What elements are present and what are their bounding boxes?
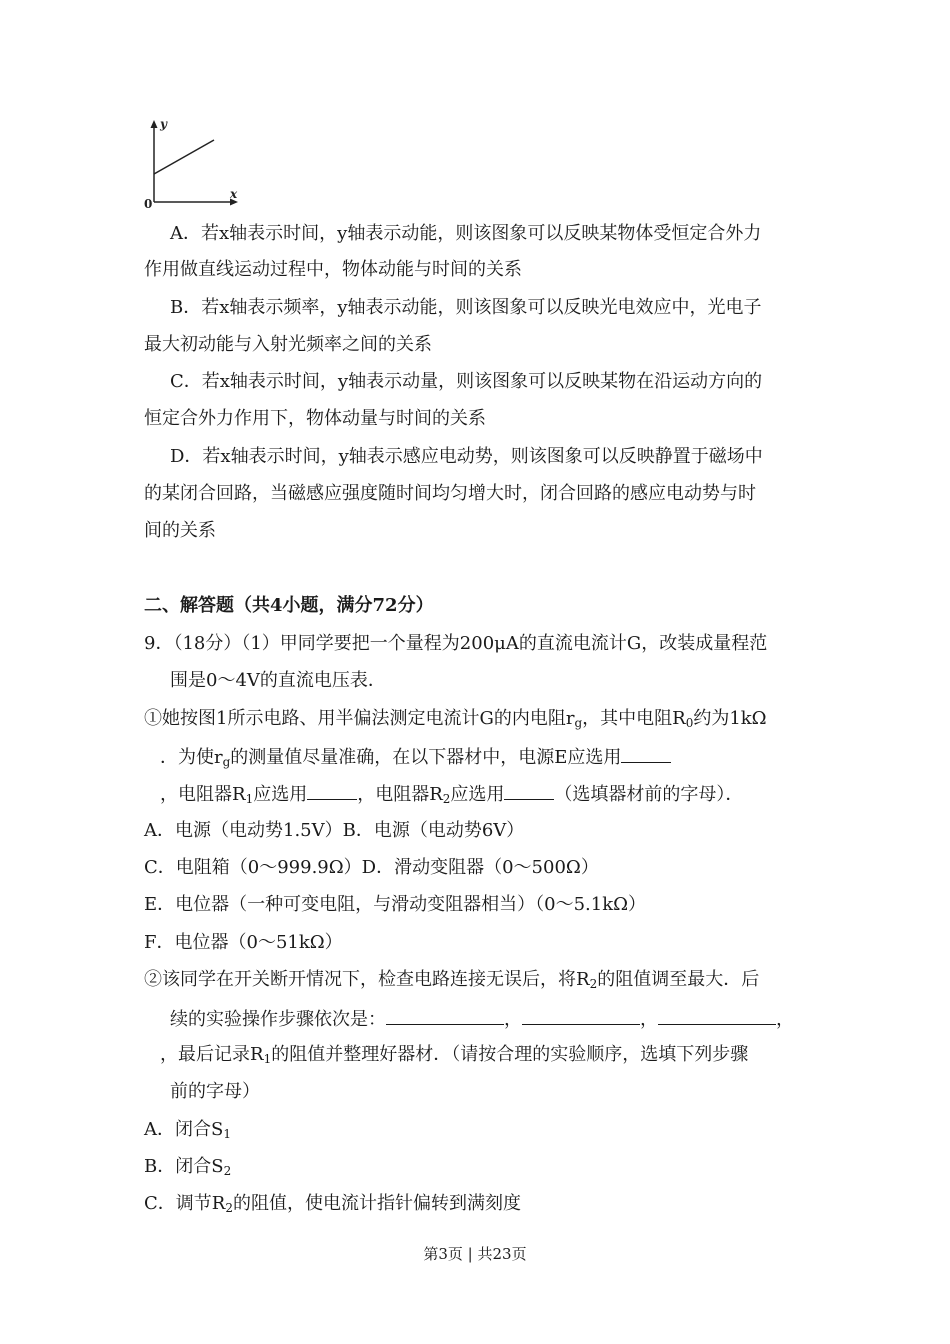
- subscript-1: 1: [223, 1127, 231, 1141]
- subscript-g: g: [574, 716, 583, 730]
- answer-blank-r2[interactable]: [504, 781, 554, 800]
- subscript-2: 2: [589, 977, 598, 991]
- page-footer: 第3页 | 共23页: [423, 1245, 527, 1263]
- text-segment: B．闭合S: [144, 1156, 224, 1177]
- text-segment: （选填器材前的字母）．: [554, 784, 744, 805]
- section-title: 二、解答题（共4小题，满分72分）: [144, 595, 434, 616]
- option-d-line-2: 的某闭合回路，当磁感应强度随时间均匀增大时，闭合回路的感应电动势与时: [144, 483, 756, 504]
- text-segment: ，电阻器R: [357, 784, 443, 805]
- option-b-line-2: 最大初动能与入射光频率之间的关系: [144, 334, 432, 355]
- text-segment: C．调节R: [144, 1193, 226, 1214]
- option-a-line-1: A．若x轴表示时间，y轴表示动能，则该图象可以反映某物体受恒定合外力: [170, 223, 762, 244]
- answer-blank-power-source[interactable]: [621, 744, 671, 763]
- answer-blank-step-1[interactable]: [386, 1006, 504, 1025]
- option-d-line-3: 间的关系: [144, 520, 216, 541]
- text-segment: 的阻值并整理好器材．（请按合理的实验顺序，选填下列步骤: [271, 1044, 749, 1065]
- comma: ，: [640, 1009, 658, 1030]
- equipment-line-3: E．电位器（一种可变电阻，与滑动变阻器相当）（0～5.1kΩ）: [144, 894, 647, 915]
- q9-line-2: 围是0～4V的直流电压表．: [170, 670, 386, 691]
- q9-line-1: 9．（18分）（1）甲同学要把一个量程为200μA的直流电流计G，改装成量程范: [144, 633, 768, 654]
- text-segment: ②该同学在开关断开情况下，检查电路连接无误后，将R: [144, 969, 590, 990]
- text-segment: 的阻值调至最大．后: [597, 969, 760, 990]
- option-b-line-1: B．若x轴表示频率，y轴表示动能，则该图象可以反映光电效应中，光电子: [170, 297, 762, 318]
- y-axis-label: y: [160, 117, 167, 131]
- q9-part2-line-4: 前的字母）: [170, 1081, 260, 1102]
- graph-line: [154, 140, 214, 174]
- q9-part1-line-3: [160, 781, 743, 807]
- equipment-line-4: F．电位器（0～51kΩ）: [144, 932, 343, 953]
- equipment-line-2: C．电阻箱（0～999.9Ω）D．滑动变阻器（0～500Ω）: [144, 857, 599, 878]
- text-segment: 续的实验操作步骤依次是：: [170, 1009, 386, 1030]
- text-segment: ①她按图1所示电路、用半偏法测定电流计G的内电阻r: [144, 708, 575, 729]
- subscript-g: g: [222, 755, 231, 769]
- option-a-line-2: 作用做直线运动过程中，物体动能与时间的关系: [144, 259, 522, 280]
- text-segment: ，最后记录R: [160, 1044, 264, 1065]
- x-axis-label: x: [230, 187, 238, 201]
- step-c: [144, 1192, 521, 1216]
- q9-part1-line-1: [144, 707, 767, 731]
- equipment-line-1: A．电源（电动势1.5V）B．电源（电动势6V）: [144, 820, 525, 841]
- text-segment: 的测量值尽量准确，在以下器材中，电源E应选用: [230, 747, 622, 768]
- origin-label: 0: [144, 197, 153, 211]
- q9-part2-line-2: [170, 1006, 794, 1032]
- comma: ，: [504, 1009, 522, 1030]
- text-segment: ，电阻器R: [160, 784, 246, 805]
- text-segment: 应选用: [450, 784, 505, 805]
- text-segment: 约为1kΩ: [693, 708, 767, 729]
- comma: ，: [776, 1009, 794, 1030]
- option-c-line-1: C．若x轴表示时间，y轴表示动量，则该图象可以反映某物在沿运动方向的: [170, 371, 763, 392]
- y-axis-arrow: [151, 120, 158, 128]
- text-segment: 的阻值，使电流计指针偏转到满刻度: [232, 1193, 521, 1214]
- step-a: [144, 1118, 231, 1142]
- subscript-1: 1: [263, 1052, 272, 1066]
- answer-blank-r1[interactable]: [307, 781, 357, 800]
- q9-part1-line-2: [160, 744, 671, 770]
- text-segment: ，其中电阻R: [582, 708, 686, 729]
- subscript-2: 2: [225, 1201, 233, 1215]
- answer-blank-step-3[interactable]: [658, 1006, 776, 1025]
- subscript-2: 2: [223, 1164, 232, 1178]
- step-b: [144, 1155, 231, 1179]
- linear-graph-figure: [138, 112, 248, 212]
- subscript-2: 2: [442, 792, 451, 806]
- subscript-0: 0: [685, 716, 694, 730]
- text-segment: A．闭合S: [144, 1119, 224, 1140]
- text-segment: 应选用: [253, 784, 308, 805]
- q9-part2-line-1: [144, 968, 759, 992]
- answer-blank-step-2[interactable]: [522, 1006, 640, 1025]
- option-c-line-2: 恒定合外力作用下，物体动量与时间的关系: [144, 408, 486, 429]
- q9-part2-line-3: [160, 1043, 748, 1067]
- option-d-line-1: D．若x轴表示时间，y轴表示感应电动势，则该图象可以反映静置于磁场中: [170, 446, 763, 467]
- subscript-1: 1: [245, 792, 254, 806]
- text-segment: ．为使r: [160, 747, 223, 768]
